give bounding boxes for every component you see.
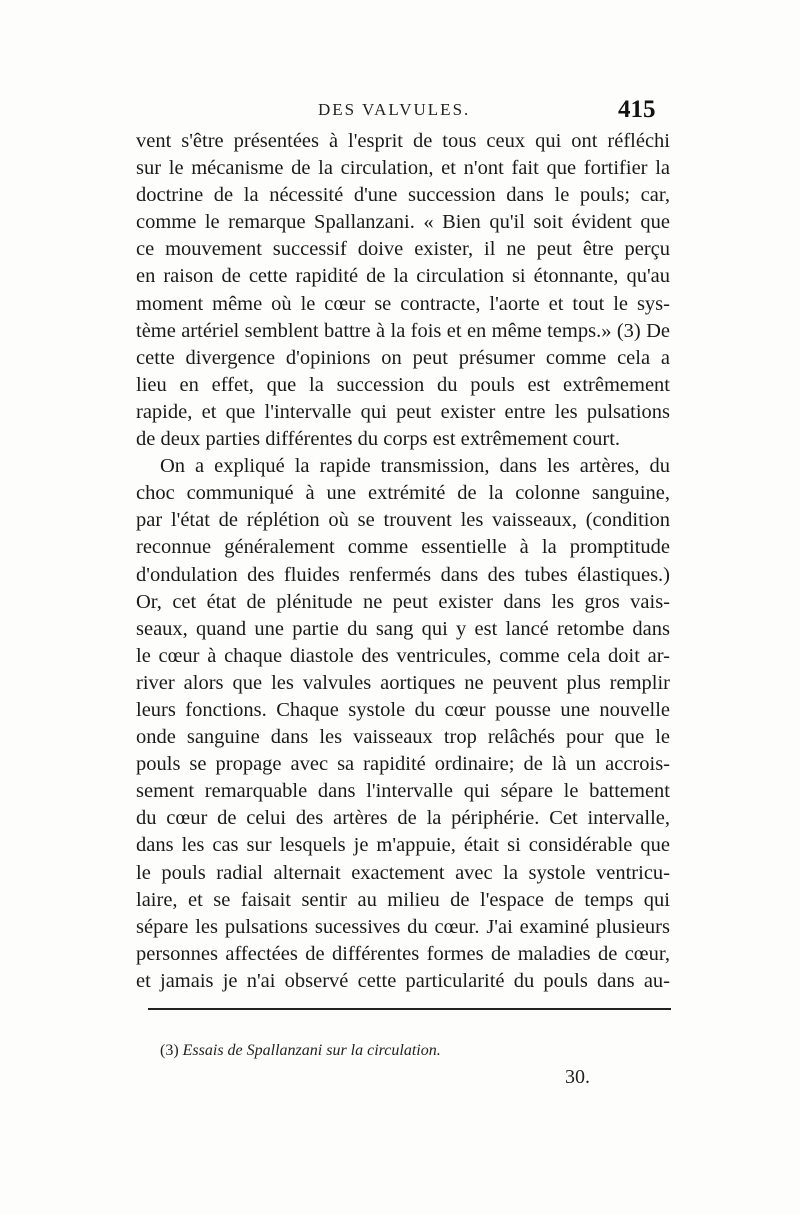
text-line: sur le mécanisme de la circulation, et n'ont fait que fortifier la — [136, 157, 670, 180]
text-line: sement remarquable dans l'intervalle qui sépare le battement — [136, 780, 670, 803]
text-line: sépare les pulsations sucessives du cœur. J'ai examiné plusieurs — [136, 915, 670, 938]
text-line: onde sanguine dans les vaisseaux trop relâchés pour que le — [136, 726, 670, 749]
footnote-marker: (3) — [160, 1042, 179, 1059]
text-line: seaux, quand une partie du sang qui y est lancé retombe dans — [136, 617, 670, 640]
text-line: vent s'être présentées à l'esprit de tous ceux qui ont réfléchi — [136, 130, 670, 152]
paragraph-end-line: de deux parties différentes du corps est extrêmement court. — [136, 428, 621, 451]
text-line: le cœur à chaque diastole des ventricules, comme cela doit ar- — [136, 644, 670, 667]
text-line: d'ondulation des fluides renfermés dans des tubes élastiques.) — [136, 563, 670, 586]
text-line: pouls se propage avec sa rapidité ordinaire; de là un accrois- — [136, 753, 670, 776]
text-line: moment même où le cœur se contracte, l'aorte et tout le sys- — [136, 292, 670, 315]
text-line: dans les cas sur lesquels je m'appuie, était si considérable que — [136, 834, 670, 857]
footnote-rule — [148, 1008, 671, 1010]
signature-mark: 30. — [565, 1066, 590, 1088]
text-line: river alors que les valvules aortiques ne peuvent plus remplir — [136, 671, 670, 694]
text-line: laire, et se faisait sentir au milieu de l'espace de temps qui — [136, 888, 670, 911]
text-line: cette divergence d'opinions on peut présumer comme cela a — [136, 346, 670, 369]
text-line: Or, cet état de plénitude ne peut exister dans les gros vais- — [136, 590, 670, 613]
text-line: comme le remarque Spallanzani. « Bien qu'il soit évident que — [136, 211, 670, 234]
text-line: lieu en effet, que la succession du pouls est extrêmement — [136, 373, 670, 396]
text-line: leurs fonctions. Chaque systole du cœur pousse une nouvelle — [136, 698, 670, 721]
running-title: DES VALVULES. — [318, 100, 471, 119]
text-line: personnes affectées de différentes formes de maladies de cœur, — [136, 942, 670, 965]
text-line: en raison de cette rapidité de la circulation si étonnante, qu'au — [136, 265, 670, 288]
text-line: rapide, et que l'intervalle qui peut exister entre les pulsations — [136, 400, 670, 423]
paragraph-start-line: On a expliqué la rapide transmission, dans les artères, du — [160, 455, 670, 478]
running-head — [0, 96, 800, 126]
text-line: ce mouvement successif doive exister, il ne peut être perçu — [136, 238, 670, 261]
text-line: le pouls radial alternait exactement avec la systole ventricu- — [136, 861, 670, 884]
page-number: 415 — [618, 96, 656, 123]
text-line: reconnue généralement comme essentielle à la promptitude — [136, 536, 670, 559]
text-line: et jamais je n'ai observé cette particularité du pouls dans au- — [136, 969, 670, 992]
text-line: tème artériel semblent battre à la fois et en même temps.» (3) De — [136, 319, 670, 342]
footnote — [160, 1042, 441, 1060]
text-line: choc communiqué à une extrémité de la colonne sanguine, — [136, 482, 670, 505]
footnote-text: Essais de Spallanzani sur la circulation. — [182, 1042, 441, 1059]
text-line: du cœur de celui des artères de la périphérie. Cet intervalle, — [136, 807, 670, 830]
body-text — [136, 128, 670, 995]
text-line: doctrine de la nécessité d'une succession dans le pouls; car, — [136, 184, 670, 207]
text-line: par l'état de réplétion où se trouvent les vaisseaux, (condition — [136, 509, 670, 532]
